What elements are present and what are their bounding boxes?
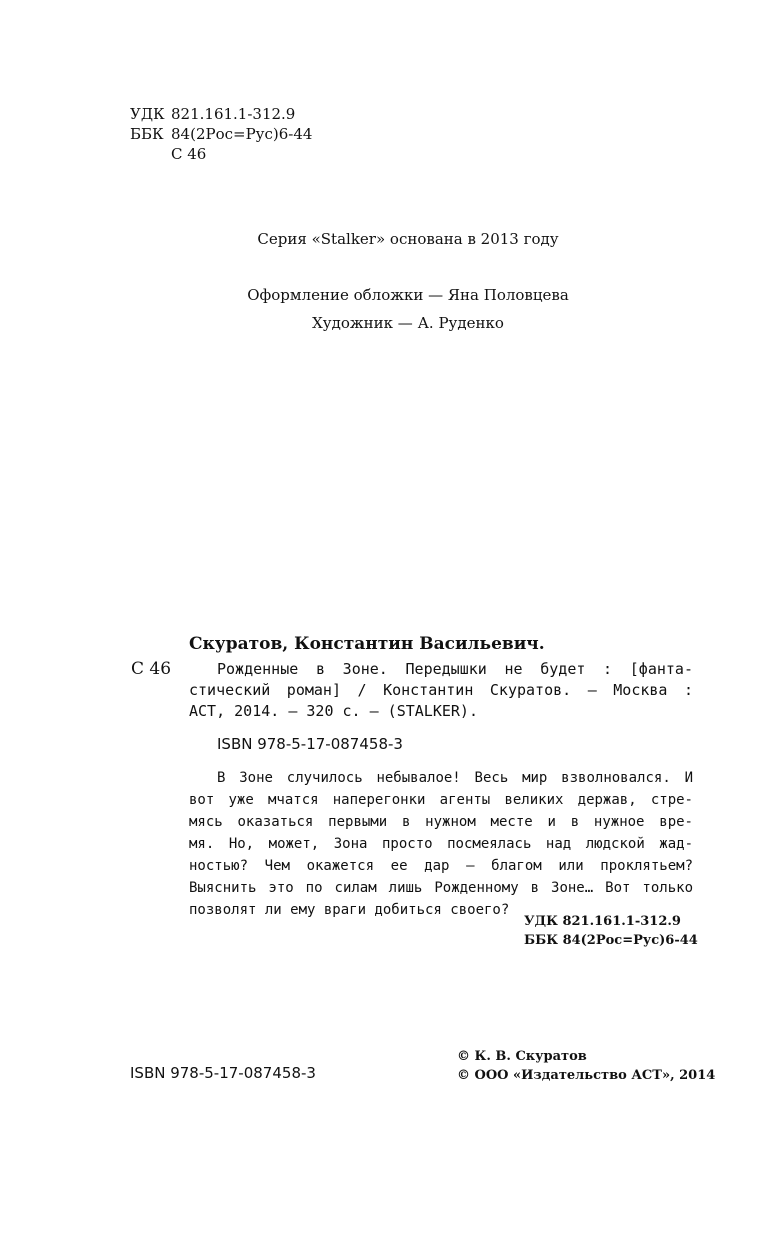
annotation-line: Выяснить это по силам лишь Рожденному в Зоне… Вот только [189, 880, 693, 896]
entry-author: Скуратов, Константин Васильевич. [189, 634, 545, 654]
bbk-value: 84(2Рос=Рус)6-44 [171, 125, 313, 143]
classification-block [130, 104, 312, 164]
entry-udk: УДК 821.161.1-312.9 [524, 914, 681, 929]
description-line: Рожденные в Зоне. Передышки не будет : [фанта- [217, 660, 693, 678]
entry-mark: С 46 [131, 659, 172, 679]
series-note: Серия «Stalker» основана в 2013 году [257, 230, 559, 248]
bbk-label: ББК [130, 125, 164, 143]
description-line: стический роман] / Константин Скуратов. — Москва : [189, 681, 693, 699]
footer-isbn: ISBN 978-5-17-087458-3 [130, 1064, 316, 1082]
cover-design-credit: Оформление обложки — Яна Половцева [247, 286, 569, 304]
annotation-line: мя. Но, может, Зона просто посмеялась над людской жад- [189, 836, 693, 852]
entry-description [189, 659, 693, 722]
annotation-line: В Зоне случилось небывалое! Весь мир взволновался. И [217, 770, 693, 786]
author-mark: С 46 [171, 145, 207, 163]
annotation-line: позволят ли ему враги добиться своего? [189, 902, 510, 918]
copyright-author: © К. В. Скуратов [457, 1049, 587, 1064]
annotation-line: вот уже мчатся наперегонки агенты великих держав, стре- [189, 792, 693, 808]
entry-annotation [189, 767, 693, 921]
udk-value: 821.161.1-312.9 [171, 105, 296, 123]
bbk-line [130, 124, 312, 144]
author-mark-line [130, 144, 312, 164]
entry-isbn: ISBN 978-5-17-087458-3 [217, 735, 403, 753]
udk-line [130, 104, 312, 124]
artist-credit: Художник — А. Руденко [312, 314, 504, 332]
entry-bbk: ББК 84(2Рос=Рус)6-44 [524, 933, 698, 948]
copyright-publisher: © ООО «Издательство АСТ», 2014 [457, 1068, 716, 1083]
annotation-line: ностью? Чем окажется ее дар — благом или проклятьем? [189, 858, 693, 874]
udk-label: УДК [130, 105, 165, 123]
annotation-line: мясь оказаться первыми в нужном месте и в нужное вре- [189, 814, 693, 830]
description-line: АСТ, 2014. — 320 с. — (STALKER). [189, 702, 478, 720]
